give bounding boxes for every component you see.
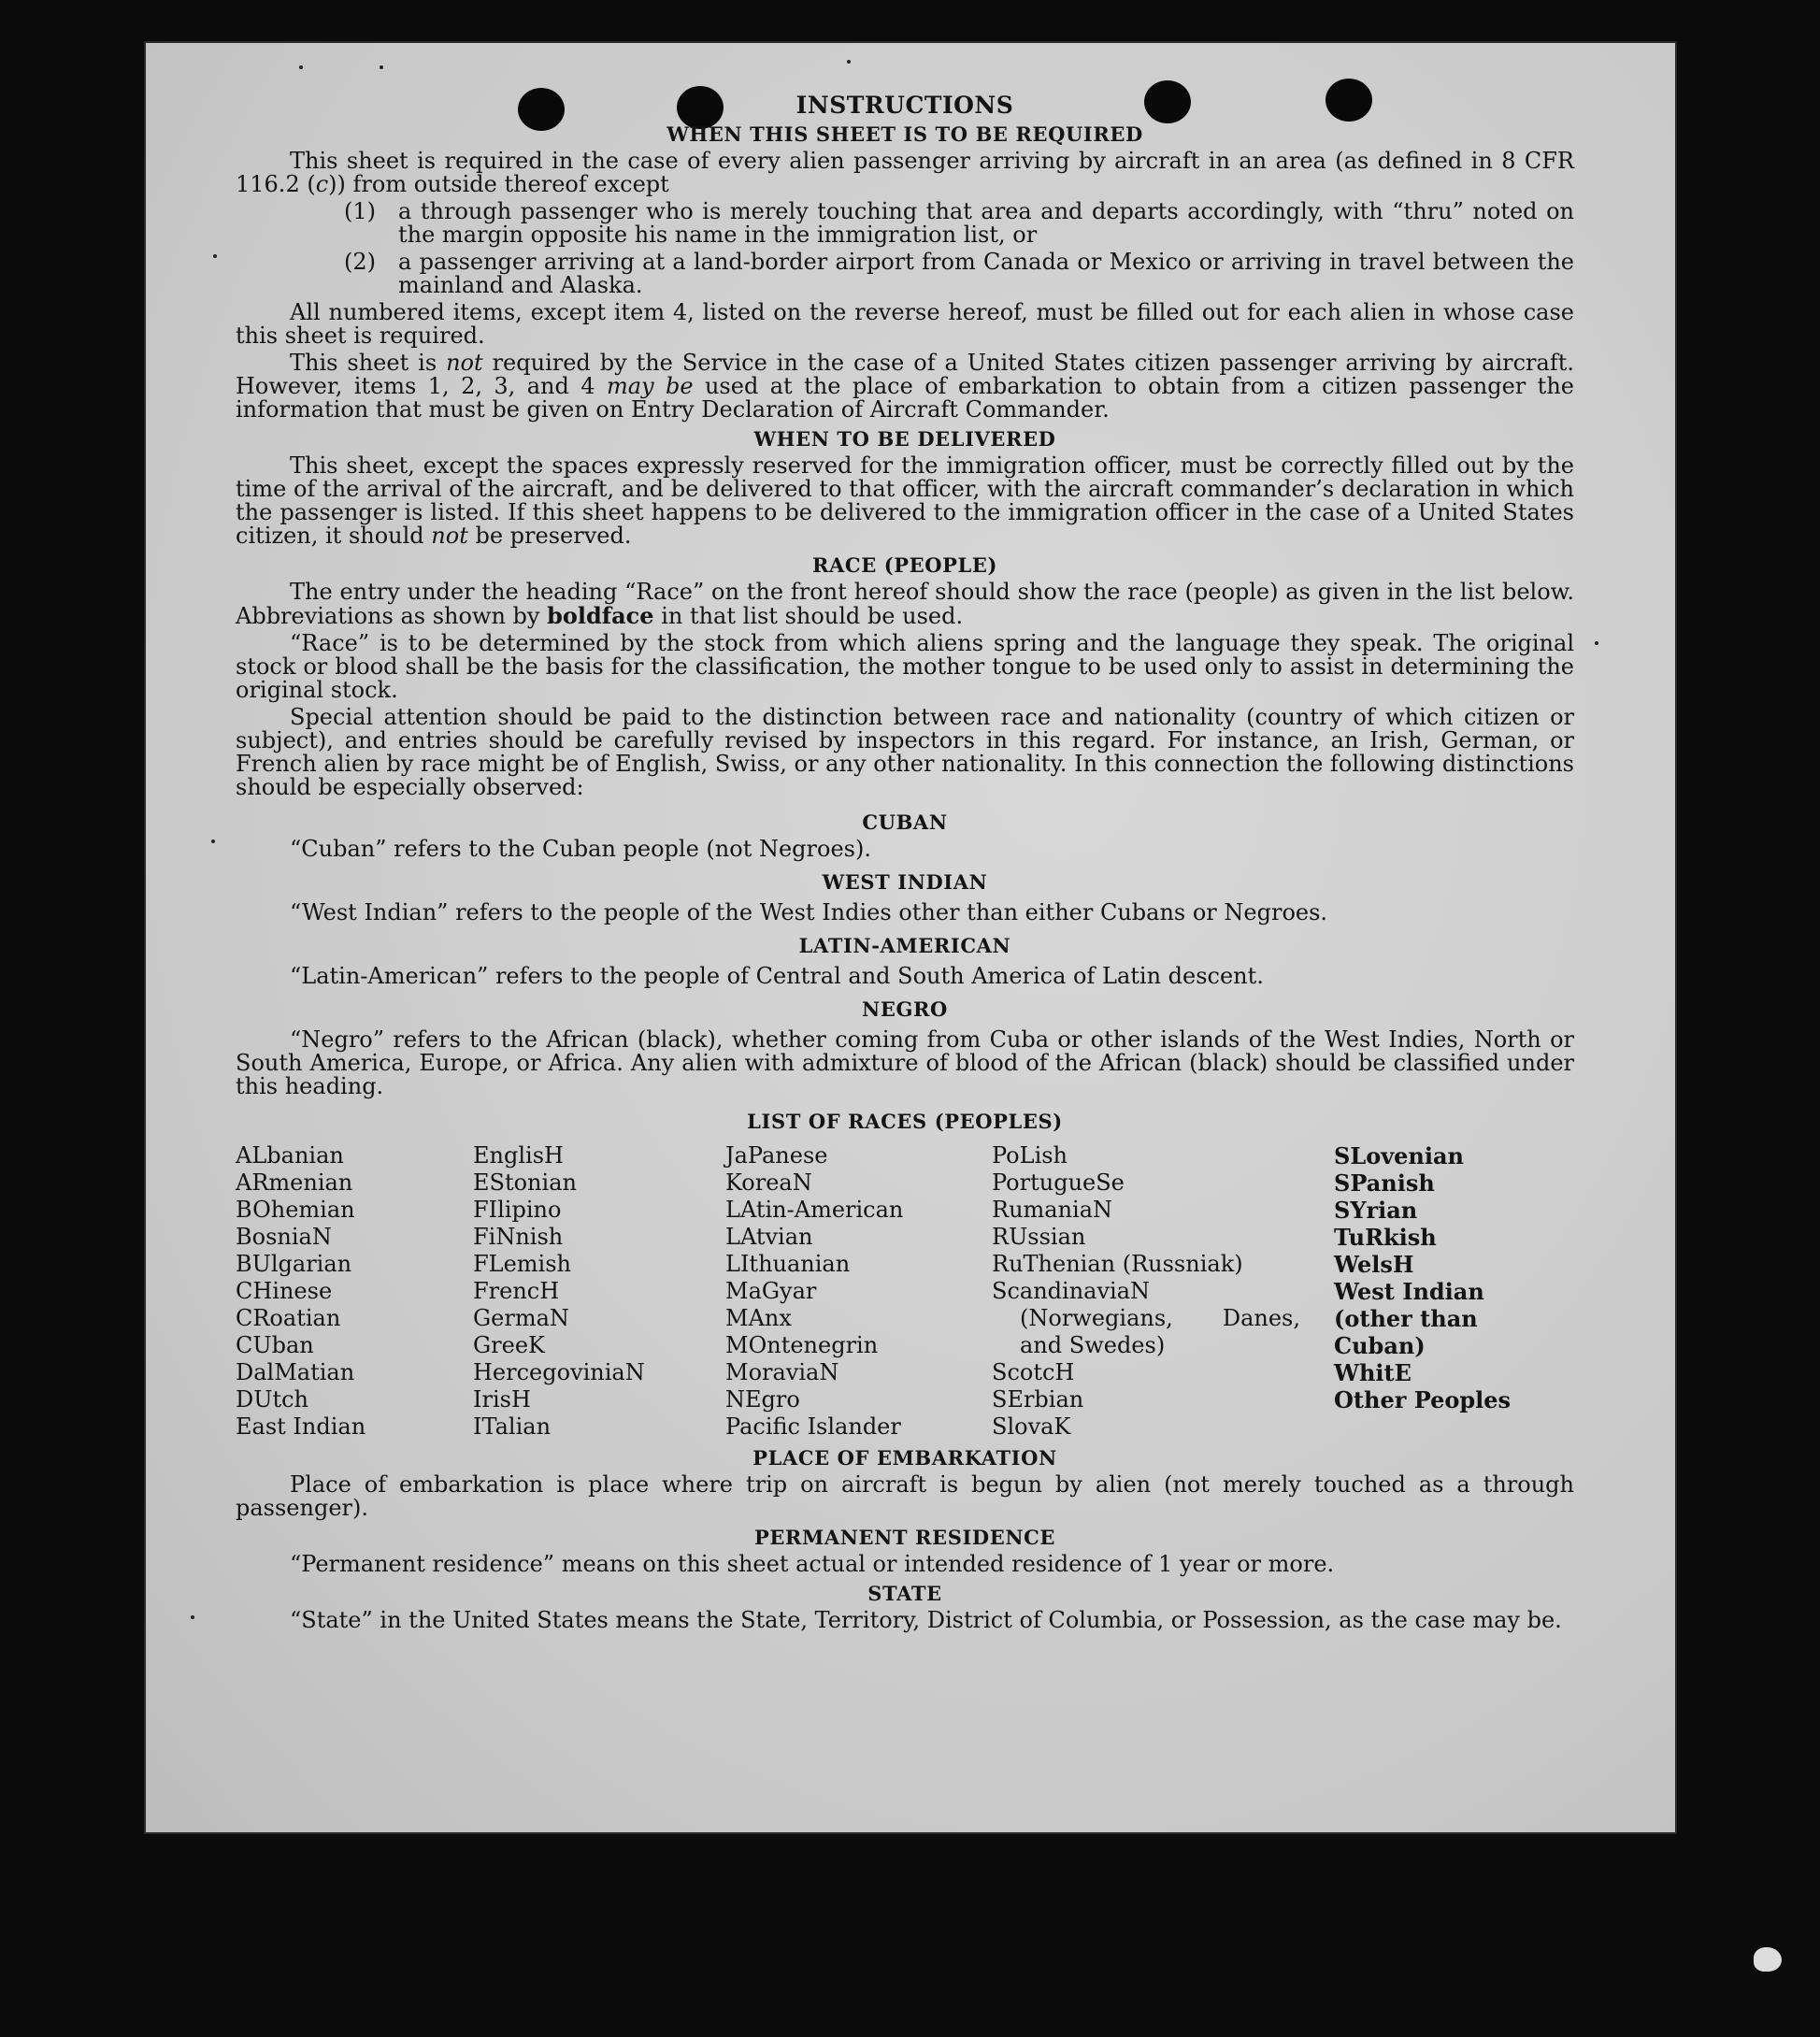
race-entry: KoreaN — [725, 1169, 812, 1196]
race-entry: DUtch — [236, 1386, 309, 1413]
page-title: INSTRUCTIONS — [795, 92, 1014, 119]
section-heading-latin-american: LATIN-AMERICAN — [798, 934, 1011, 957]
negro-definition: “Negro” refers to the African (black), whether coming from Cuba or other islands of the West Indies, North or South America, Europe, or Africa. Any alien with admixture of blood of the African (black) should be classified under this heading. — [236, 1026, 1574, 1099]
race-entry: FiNnish — [473, 1224, 564, 1250]
numbered-items-paragraph: All numbered items, except item 4, listed on the reverse hereof, must be filled out for each alien in whose case this sheet is required. — [236, 299, 1574, 349]
races-column — [1334, 1142, 1574, 1441]
race-entry: BUlgarian — [236, 1251, 352, 1277]
section-heading-residence: PERMANENT RESIDENCE — [753, 1526, 1056, 1549]
race-entry: CUban — [236, 1332, 314, 1358]
race-entry: MOntenegrin — [725, 1332, 879, 1358]
section-heading-required: WHEN THIS SHEET IS TO BE REQUIRED — [666, 122, 1143, 146]
race-entry: LIthuanian — [725, 1251, 851, 1277]
race-entry: FrencH — [473, 1278, 560, 1304]
section-heading-negro: NEGRO — [862, 997, 948, 1021]
race-entry: LAtin-American — [725, 1197, 904, 1223]
race-entry: East Indian — [236, 1413, 366, 1440]
race-entry: Pacific Islander — [725, 1413, 901, 1440]
paper-fragment — [1754, 1947, 1782, 1972]
race-entry: ScandinaviaN (Norwegians, Danes, and Swedes) — [992, 1278, 1300, 1358]
required-intro: This sheet is required in the case of every alien passenger arriving by aircraft in an area (as defined in 8 CFR 116.2 (c)) from outside thereof except — [236, 148, 1574, 197]
west-indian-definition: “West Indian” refers to the people of the West Indies other than either Cubans or Negroes. — [290, 899, 1328, 925]
latin-american-definition: “Latin-American” refers to the people of Central and South America of Latin descent. — [290, 963, 1264, 989]
races-column — [236, 1142, 473, 1441]
race-entry: SPanish — [1334, 1169, 1435, 1197]
races-list — [236, 1142, 1574, 1441]
race-entry: MaGyar — [725, 1278, 817, 1304]
race-entry: FIlipino — [473, 1197, 562, 1223]
race-entry: SErbian — [992, 1386, 1084, 1413]
speck-mark — [380, 65, 383, 69]
section-heading-cuban: CUBAN — [862, 810, 948, 834]
section-heading-west-indian: WEST INDIAN — [822, 870, 988, 894]
delivered-paragraph: This sheet, except the spaces expressly reserved for the immigration officer, must be correctly filled out by the time of the arrival of the aircraft, and be delivered to that officer, with the aircraft commander’s declaration in which the passenger is listed. If this sheet happens to be delivered to the immigration officer in the case of a United States citizen, it should not be preserved. — [236, 452, 1574, 549]
races-column — [992, 1142, 1334, 1441]
race-entry: TuRkish — [1334, 1224, 1437, 1251]
races-column — [473, 1142, 725, 1441]
document-content — [236, 93, 1574, 1636]
race-entry: ScotcH — [992, 1359, 1075, 1385]
race-entry: West Indian (other than Cuban) — [1334, 1278, 1484, 1359]
speck-mark — [847, 60, 851, 64]
residence-definition: “Permanent residence” means on this sheet actual or intended residence of 1 year or more. — [290, 1551, 1335, 1577]
race-entry: EnglisH — [473, 1142, 564, 1169]
race-entry: BosniaN — [236, 1224, 332, 1250]
race-paragraph: “Race” is to be determined by the stock from which aliens spring and the language they speak. The original stock or blood shall be the basis for the classification, the mother tongue to be used only to assist in determining the original stock. — [236, 630, 1574, 703]
race-entry: RuThenian (Russniak) — [992, 1251, 1243, 1277]
race-entry: DalMatian — [236, 1359, 355, 1385]
citizen-paragraph: This sheet is not required by the Service in the case of a United States citizen passenger arriving by aircraft. However, items 1, 2, 3, and 4 may be used at the place of embarkation to obtain from a citizen passenger the information that must be given on Entry Declaration of Aircraft Commander. — [236, 350, 1574, 423]
document-sheet — [146, 43, 1675, 1832]
race-entry: ITalian — [473, 1413, 552, 1440]
race-entry: BOhemian — [236, 1197, 355, 1223]
race-entry: NEgro — [725, 1386, 800, 1413]
section-heading-race: RACE (PEOPLE) — [811, 553, 998, 577]
race-entry: PoLish — [992, 1142, 1068, 1169]
speck-mark — [299, 65, 303, 69]
race-entry: ARmenian — [236, 1169, 353, 1196]
race-entry: FLemish — [473, 1251, 571, 1277]
speck-mark — [191, 1615, 194, 1619]
race-paragraph: Special attention should be paid to the distinction between race and nationality (country of which citizen or subject), and entries should be carefully revised by inspectors in this regard. For instance, an Irish, German, or French alien by race might be of English, Swiss, or any other nationality. In this connection the following distinctions should be especially observed: — [236, 704, 1574, 800]
section-heading-embarkation: PLACE OF EMBARKATION — [752, 1446, 1057, 1470]
race-entry: IrisH — [473, 1386, 531, 1413]
race-entry: PortugueSe — [992, 1169, 1125, 1196]
exception-item: (2) a passenger arriving at a land-border airport from Canada or Mexico or arriving in travel between the mainland and Alaska. — [344, 249, 1574, 298]
race-entry: JaPanese — [725, 1142, 828, 1169]
race-entry: MoraviaN — [725, 1359, 839, 1385]
race-entry: SLovenian — [1334, 1142, 1464, 1169]
race-paragraph: The entry under the heading “Race” on the front hereof should show the race (people) as given in the list below. Abbreviations as shown by boldface in that list should be used. — [236, 579, 1574, 629]
race-entry: CRoatian — [236, 1305, 341, 1331]
race-entry: HercegoviniaN — [473, 1359, 645, 1385]
section-heading-state: STATE — [867, 1582, 942, 1605]
speck-mark — [211, 839, 215, 843]
race-entry: WhitE — [1334, 1359, 1412, 1386]
cuban-definition: “Cuban” refers to the Cuban people (not Negroes). — [290, 836, 871, 862]
races-column — [725, 1142, 992, 1441]
race-entry: RumaniaN — [992, 1197, 1113, 1223]
state-definition: “State” in the United States means the State, Territory, District of Columbia, or Possession, as the case may be. — [290, 1607, 1562, 1633]
speck-mark — [213, 254, 217, 258]
race-entry: LAtvian — [725, 1224, 813, 1250]
exception-item: (1) a through passenger who is merely touching that area and departs accordingly, with “thru” noted on the margin opposite his name in the immigration list, or — [344, 198, 1574, 248]
race-entry: SYrian — [1334, 1197, 1418, 1224]
race-entry: CHinese — [236, 1278, 333, 1304]
race-entry: EStonian — [473, 1169, 577, 1196]
race-entry: SlovaK — [992, 1413, 1071, 1440]
speck-mark — [1595, 641, 1598, 645]
race-entry: WelsH — [1334, 1251, 1414, 1278]
race-entry: RUssian — [992, 1224, 1086, 1250]
section-heading-delivered: WHEN TO BE DELIVERED — [753, 427, 1056, 451]
race-entry: MAnx — [725, 1305, 792, 1331]
race-entry: GermaN — [473, 1305, 569, 1331]
race-entry: GreeK — [473, 1332, 545, 1358]
embarkation-definition: Place of embarkation is place where trip on aircraft is begun by alien (not merely touched as a through passenger). — [236, 1471, 1574, 1521]
section-heading-races-list: LIST OF RACES (PEOPLES) — [747, 1110, 1063, 1133]
race-entry: ALbanian — [236, 1142, 344, 1169]
race-entry: Other Peoples — [1334, 1386, 1512, 1413]
